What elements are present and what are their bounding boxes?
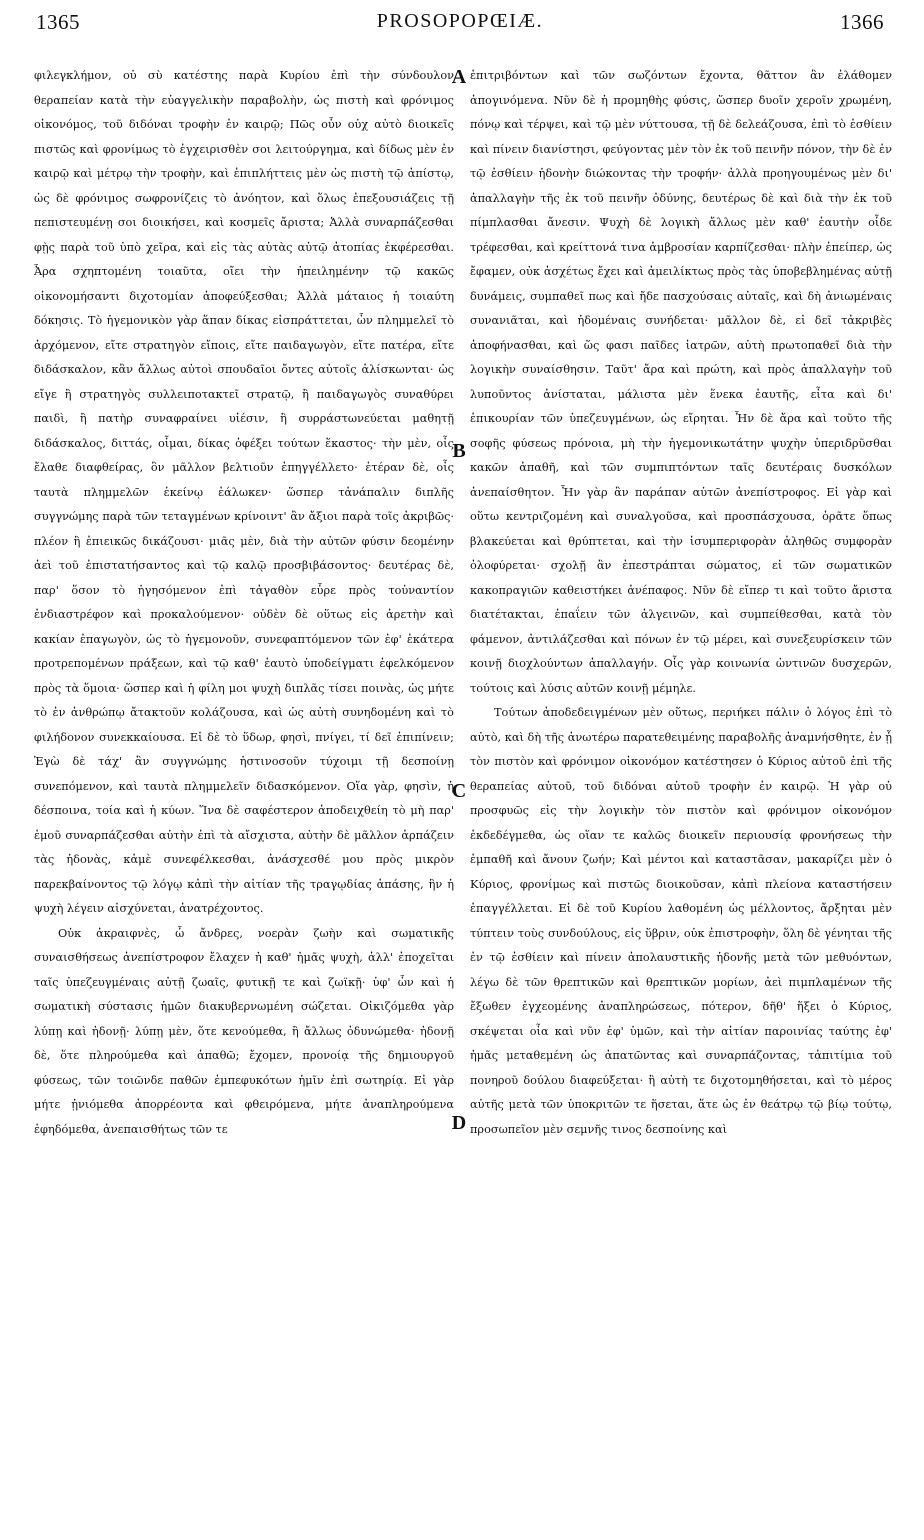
page-number-left: 1365 xyxy=(36,10,80,34)
right-paragraph-2: Τούτων ἀποδεδειγμένων μὲν οὕτως, περιήκει πάλιν ὁ λόγος ἐπὶ τὸ αὐτὸ, καὶ δὴ τῆς ἀνωτέρω παρατεθειμένης παραβολῆς ἀναμνήσθητε, ἐν ᾗ τὸν πιστὸν καὶ φρόνιμον οἰκονόμον κατέστησεν ὁ Κύριος αὐτοῦ ἐπὶ τῆς θεραπείας αὐτοῦ, τοῦ διδόναι αὐτοῦ τροφὴν ἐν καιρῷ. Ἡ γὰρ οὐ προσφυῶς εἰς τὴν λογικὴν τὸν πιστὸν καὶ φρόνιμον οἰκονόμον ἐκδεδέγμεθα, ὡς οἵαν τε καλῶς διοικεῖν περιουσίᾳ φρονήσεως τὴν ἐμπαθῆ καὶ ἄνουν ζωήν; Καὶ μέντοι καὶ καταστᾶσαν, μακαρίζει μὲν ὁ Κύριος, φρονίμως καὶ πιστῶς διοικοῦσαν, κἀπὶ πλείονα καταστήσειν ἐπαγγέλλεται. Εἰ δὲ τοῦ Κυρίου λαθομένη ὡς μέλλοντος, ἄρξηται μὲν τύπτειν τοὺς συνδούλους, εἰς ὕβριν, οὐκ ἐπιστροφὴν, ὅλη δὲ γένηται τῆς ἐν τῷ ἐσθίειν καὶ πίνειν ἀπολαυστικῆς ἡδονῆς μετὰ τῶν μεθυόντων, λέγω δὲ τῶν θρεπτικῶν καὶ θρεπτικῶν μορίων, ἀεὶ πιμπλαμένων τῆς ἔξωθεν ἐγχεομένης ἀναπληρώσεως, πότερον, δῆθ' ἥξει ὁ Κύριος, σκέψεται οἷα καὶ νῦν ἐφ' ὑμῶν, καὶ τὴν αἰτίαν παροινίας ταύτης ἐφ' ἡμᾶς μεταθεμένη ὡς ἀπατῶντας καὶ συναρπάζοντας, τἀπιτίμια τοῦ πονηροῦ δούλου διαφεύξεται· ἢ αὐτὴ τε διχοτομηθήσεται, καὶ τὸ μέρος αὐτῆς μετὰ τῶν ὑποκριτῶν τε ἥσεται, ἅτε ὡς ἐν θεάτρῳ τῷ βίῳ τούτῳ, προσωπεῖον μὲν σεμνῆς τινος δεσποίνης καὶ xyxy=(470,706,892,1136)
section-marker-a: A xyxy=(451,66,467,88)
left-column xyxy=(34,64,454,1526)
right-column xyxy=(470,64,892,1526)
page-header xyxy=(36,10,884,46)
left-paragraph-2: Οὐκ ἀκραιφνὲς, ὦ ἄνδρες, νοερὰν ζωὴν καὶ σωματικῆς συναισθήσεως ἀνεπίστροφον ἔλαχεν ἡ καθ' ἡμᾶς ψυχὴ, ἀλλ' ἐποχεῖται ταῖς ὑπεζευγμέναις αὐτῇ ζωαῖς, φυτικῇ τε καὶ ζωϊκῇ· ὑφ' ὧν καὶ ἡ σωματικὴ σύστασις ἡμῶν διακυβερνωμένη σώζεται. Οἰκιζόμεθα γὰρ λύπῃ καὶ ἡδονῇ· λύπῃ μὲν, ὅτε κενούμεθα, ἢ ἄλλως ὀδυνώμεθα· ἡδονῇ δὲ, ὅτε πληρούμεθα καὶ ἀπαθῶ; ἔχομεν, προνοίᾳ τῆς δημιουργοῦ φύσεως, τῶν τοιῶνδε παθῶν ἐμπεφυκότων ἡμῖν ἐπὶ σωτηρίᾳ. Εἰ γὰρ μήτε ᾐνιόμεθα ἀπορρέοντα καὶ φθειρόμενα, μήτε ἀναπληρούμενα ἐφηδόμεθα, ἀνεπαισθήτως τῶν τε xyxy=(34,926,454,1136)
page-number-right: 1366 xyxy=(840,10,884,34)
right-paragraph-1: ἐπιτριβόντων καὶ τῶν σωζόντων ἔχοντα, θᾶττον ἂν ἐλάθομεν ἀπογινόμενα. Νῦν δὲ ἡ προμηθὴς φύσις, ὥσπερ δυοῖν χεροῖν χρωμένη, πόνῳ καὶ τέρψει, καὶ τῷ μὲν νύττουσα, τῇ δὲ δελεάζουσα, ἐπὶ τὸ ἐσθίειν καὶ πίνειν διανίστησι, φεύγοντας μὲν τὸν ἐκ τοῦ πεινῆν πόνον, τὴν δὲ ἐν τῷ ἐσθίειν ἡδονὴν διώκοντας τὴν τροφήν· ἀλλὰ προηγουμένως μὲν δι' ἀπαλλαγὴν τῆς ἐκ τοῦ πεινῆν ὀδύνης, δευτέρως δὲ καὶ διὰ τὴν ἐκ τοῦ πίμπλασθαι ἄνεσιν. Ψυχὴ δὲ λογικὴ ἄλλως μὲν καθ' ἑαυτὴν οἶδε τρέφεσθαι, καὶ κρείττονά τινα ἀμβροσίαν καρπίζεσθαι· πλὴν ἐπείπερ, ὡς ἔφαμεν, οὐκ ἀσχέτως ἔχει καὶ ἀμειλίκτως πρὸς τὰς ὑποβεβλημένας αὐτῇ δυνάμεις, συμπαθεῖ πως καὶ ἤδε πασχούσαις αὐταῖς, καὶ δὴ ἀνιωμέναις συνανιᾶται, καὶ ἡδομέναις συνήδεται· μᾶλλον δὲ, εἰ δεῖ τἀκριβὲς ἀποφήνασθαι, καὶ ὥς φασι παῖδες ἰατρῶν, αὐτὴ πρωτοπαθεῖ διὰ τὴν λογικὴν συναίσθησιν. Ταῦτ' ἄρα καὶ πρώτη, καὶ πρὸς ἀπαλλαγὴν τοῦ λυποῦντος ἀνίσταται, μάλιστα μὲν ἕνεκα ἑαυτῆς, εἶτα καὶ δι' ἐπικουρίαν τῶν ὑπεζευγμένων, ὡς εἴρηται. Ἦν δὲ ἄρα καὶ τοῦτο τῆς σοφῆς φύσεως πρόνοια, μὴ τὴν ἡγεμονικωτάτην ψυχὴν ὑπεριδρῦσθαι κακῶν ἀπαθῆ, καὶ τῶν συμπιπτόντων ταῖς δευτέραις δυσκόλων ἀνεπαίσθητον. Ἦν γὰρ ἂν παράπαν αὐτῶν ἀνεπίστροφος. Εἰ γὰρ καὶ οὕτω κεντριζομένη καὶ συναλγοῦσα, καὶ προσπάσχουσα, ὁρᾶτε ὅπως βλακεύεται καὶ θρύπτεται, καὶ τὴν ἰσυμπεριφορὰν ἀληθῶς συμφορὰν ὀλοφύρεται· σχολῇ ἂν ἐπεστράπται σώματος, εἰ τῶν σωματικῶν κακοπραγιῶν καθειστήκει ἀνέπαφος. Νῦν δὲ εἴπερ τι καὶ τοῦτο ἄριστα διατέτακται, ἐπαΐειν τῶν ἀλγεινῶν, καὶ συμπείθεσθαι, κατὰ τὸν φάμενον, ἀντιλάζεσθαι καὶ πόνων ἐν τῷ μέρει, καὶ συνεξευρίσκειν τῶν κοινῇ διοχλούντων ἀπαλλαγήν. Οἷς γὰρ κοινωνία ὡντινῶν δυσχερῶν, τούτοις καὶ λύσις αὐτῶν κοινῇ μέμηλε. xyxy=(470,69,892,695)
running-title: PROSOPOPŒIÆ. xyxy=(376,10,544,32)
section-marker-b: B xyxy=(452,440,466,462)
section-marker-c: C xyxy=(451,780,467,802)
left-paragraph-1: φιλεγκλήμον, οὐ σὺ κατέστης παρὰ Κυρίου ἐπὶ τὴν σύνδουλον θεραπείαν κατὰ τὴν εὐαγγελικὴν παραβολὴν, ὡς πιστὴ καὶ φρόνιμος οἰκονόμος, τοῦ διδόναι τροφὴν ἐν καιρῷ; Πῶς οὖν οὐχ αὐτὸ διοικεῖς πιστῶς καὶ φρονίμως τὸ ἐγχειρισθὲν σοι λειτούργημα, καὶ δίδως μὲν ἐν καιρῷ καὶ μέτρῳ τὴν τροφὴν, καὶ ἐπιπλήττεις μὲν ὡς πιστὴ τῷ ἀπίστῳ, ὡς δὲ φρόνιμος σωφρονίζεις τὸ ἀνόητον, καὶ ὅλως ἐπεξουσιάζεις τῇ πεπιστευμένῃ σοι διοικήσει, καὶ κοσμεῖς ἄριστα; Ἀλλὰ συναρπάζεσθαι φῂς παρὰ τοῦ ὑπὸ χεῖρα, καὶ εἰς τὰς αὐτὰς αὐτῷ ἀτοπίας ἐκφέρεσθαι. Ἆρα σχηπτομένη τοιαῦτα, οἴει τὴν ἠπειλημένην τῷ κακῶς οἰκονομήσαντι διχοτομίαν ἀποφεύξεσθαι; Ἀλλὰ μάταιος ἡ τοιαύτη δόκησις. Τὸ ἡγεμονικὸν γὰρ ἅπαν δίκας εἰσπράττεται, ὧν πλημμελεῖ τὸ ἀρχόμενον, εἴτε στρατηγὸν εἴποις, εἴτε παιδαγωγὸν, εἴτε πατέρα, εἴτε διδάσκαλον, κἂν ἄλλως αὐτοὶ σπουδαῖοι ὄντες αὐτοῖς ἁλίσκωνται· ὡς εἴγε ἢ στρατηγὸς συλλειποτακτεῖ στρατῷ, ἢ παιδαγωγὸς συναθύρει παιδὶ, ἢ πατὴρ συναφραίνει υἱέσιν, ἢ συρράστωνεύεται μαθητῇ διδάσκαλος, διττάς, οἶμαι, δίκας ὀφέξει τούτων ἕκαστος· τὴν μὲν, οἷς ἔλαθε διαφθείρας, ὃν μᾶλλον βελτιοῦν ἐπηγγέλλετο· ἑτέραν δὲ, οἷς ταυτὰ πλημμελῶν ἐκείνῳ ἑάλωκεν· ὥσπερ τἀνάπαλιν διπλῆς συγγνώμης παρὰ τῶν τεταγμένων κρίνοιντ' ἂν ἄξιοι παρὰ τοῖς ἀκριβῶς· πλέον ἢ ἐπιεικῶς δικάζουσι· μιᾶς μὲν, διὰ τὴν αὐτῶν φύσιν δεομένην ἀεὶ τοῦ ἐπιστατήσαντος καὶ τῷ καλῷ προσβιβάσοντος· δευτέρας δὲ, παρ' ὅσον τὸ ἡγησόμενον ἐπὶ τἀγαθὸν εὗρε πρὸς τοὐναντίον ἐνδιαστρέφον καὶ προκαλούμενον· οὐδὲν δὲ οὕτως εἰς ἀρετὴν καὶ κακίαν ἐπαγωγὸν, ὡς τὸ ἡγεμονοῦν, συνεφαπτόμενον τῶν ἐφ' ἑκάτερα προτρεπομένων πράξεων, καὶ τῷ καθ' ἑαυτὸ ὑποδείγματι ἐφελκόμενον πρὸς τὰ ὅμοια· ὥσπερ καὶ ἡ φίλη μοι ψυχὴ διπλᾶς τίσει ποινὰς, ὡς μήτε τὸ ἐν ἀνθρώπῳ ἄτακτοῦν κολάζουσα, καὶ ὡς αὐτὴ συνηδομένη καὶ τὸ φιλήδονον συνεκκαίουσα. Εἰ δὲ τὸ ὕδωρ, φησὶ, πνίγει, τί δεῖ ἐπιπίνειν; Ἐγὼ δὲ τάχ' ἂν συγγνώμης ἡστινοσοῦν τύχοιμι τῇ δεσποίνῃ συνεπόμενον, καὶ ταυτὰ πλημμελεῖν διδασκόμενον. Οἵα γὰρ, φησὶν, ἡ δέσποινα, τοία καὶ ἡ κύων. Ἵνα δὲ σαφέστερον ἀποδειχθείη τὸ μὴ παρ' ἐμοῦ συναρπάζεσθαι αὐτὴν ἐπὶ τὰ αἴσχιστα, αὐτὴν δὲ μᾶλλον ἁρπάζειν τὰς ἡδονὰς, κἀμὲ συνεφέλκεσθαι, ἀνάσχεσθέ μου πρὸς μικρὸν παρεκβαίνοντος τῷ λόγῳ κἀπὶ τὴν αἰτίαν τῆς τραγῳδίας ἁπάσης, ἣν ἡ ψυχὴ λέγειν αἰσχύνεται, ἀνατρέχοντος. xyxy=(34,69,454,915)
section-marker-d: D xyxy=(451,1112,467,1134)
